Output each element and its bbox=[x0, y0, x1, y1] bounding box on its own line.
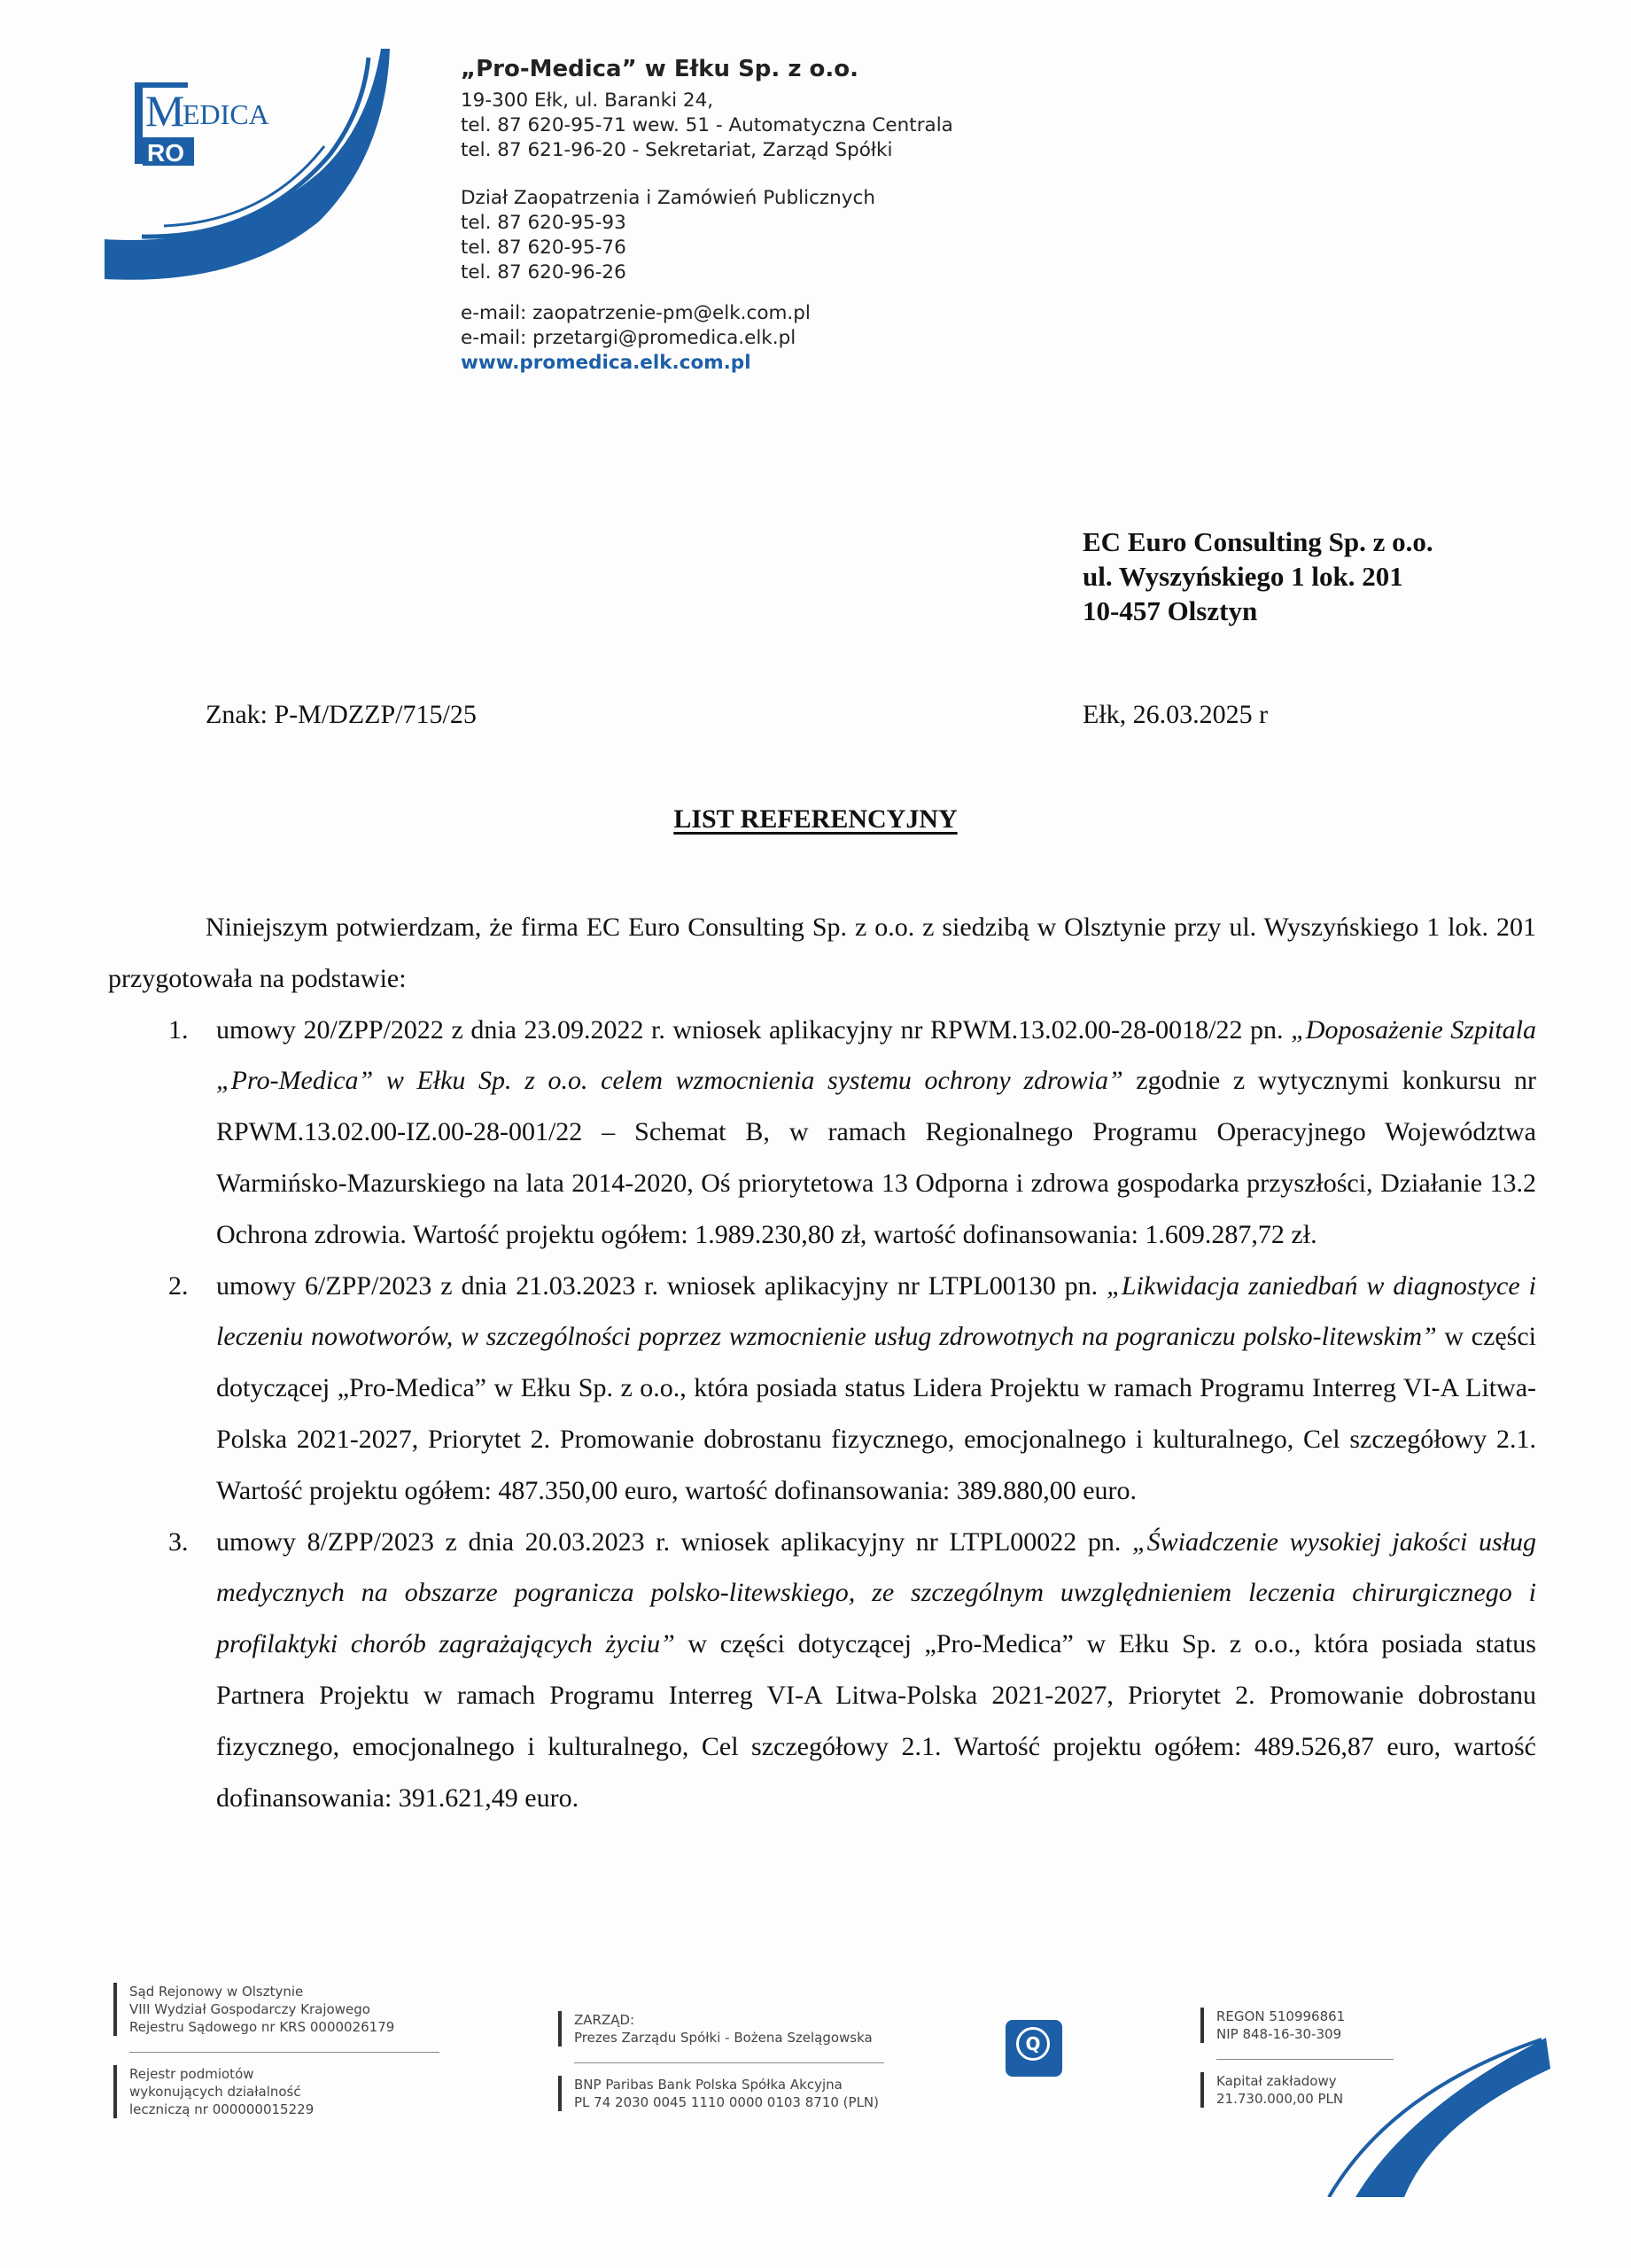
registry-line: leczniczą nr 000000015229 bbox=[129, 2101, 315, 2117]
item-details: zgodnie z wytycznymi konkursu nr RPWM.13.02.00-IZ.00-28-001/22 – Schemat B, w ramach Regionalnego Programu Operacyjnego Województwa Warmińsko-Mazurskiego na lata 2014-2020, Oś priorytetowa 13 Odporna i zdrowa gospodarka przyszłości, Działanie 13.2 Ochrona zdrowia. Wartość projektu ogółem: 1.989.230,80 zł, wartość dofinansowania: 1.609.287,72 zł. bbox=[216, 1066, 1536, 1249]
list-item bbox=[108, 1005, 1536, 1261]
project-title: „Doposażenie Szpitala „Pro-Medica” w Ełku Sp. z o.o. celem wzmocnienia systemu ochrony zdrowia” bbox=[216, 1014, 1536, 1096]
footer-divider bbox=[129, 2052, 439, 2053]
footer-registry-column bbox=[113, 1983, 439, 2134]
registry-line: wykonujących działalność bbox=[129, 2084, 301, 2100]
corner-swoosh-graphic bbox=[1320, 2038, 1550, 2197]
quality-certificate-letter: Q bbox=[1016, 2027, 1050, 2061]
pro-medica-logo bbox=[97, 49, 390, 288]
recipient-city: 10-457 Olsztyn bbox=[1083, 595, 1258, 626]
project-title: „Świadczenie wysokiej jakości usług medycznych na obszarze pogranicza polsko-litewskiego, ze szczególnym uwzględnieniem leczenia chirurgicznego i profilaktyki chorób zagrażających życiu” bbox=[216, 1526, 1536, 1659]
item-intro: umowy 6/ZPP/2023 z dnia 21.03.2023 r. wniosek aplikacyjny nr LTPL00130 pn. bbox=[216, 1270, 1107, 1301]
bank-name: BNP Paribas Bank Polska Spółka Akcyjna bbox=[574, 2077, 843, 2093]
department-phone: tel. 87 620-95-76 bbox=[461, 237, 626, 259]
project-title: „Likwidacja zaniedbań w diagnostyce i leczeniu nowotworów, w szczególności poprzez wzmocnienie usług zdrowotnych na pograniczu polsko-litewskim” bbox=[216, 1270, 1536, 1352]
registry-line: Rejestr podmiotów bbox=[129, 2066, 254, 2082]
footer-board-column bbox=[558, 2011, 884, 2127]
recipient-name: EC Euro Consulting Sp. z o.o. bbox=[1083, 526, 1433, 557]
item-intro: umowy 20/ZPP/2022 z dnia 23.09.2022 r. wniosek aplikacyjny nr RPWM.13.02.00-28-0018/22 pn. bbox=[216, 1014, 1292, 1045]
regon-number: REGON 510996861 bbox=[1216, 2008, 1346, 2024]
list-item-number: 2. bbox=[168, 1270, 189, 1301]
website-link[interactable]: www.promedica.elk.com.pl bbox=[461, 352, 751, 374]
bank-account: PL 74 2030 0045 1110 0000 0103 8710 (PLN) bbox=[574, 2094, 880, 2110]
court-line: VIII Wydział Gospodarczy Krajowego bbox=[129, 2001, 370, 2017]
court-line: Sąd Rejonowy w Olsztynie bbox=[129, 1984, 304, 2000]
department-name: Dział Zaopatrzenia i Zamówień Publicznych bbox=[461, 187, 875, 209]
item-intro: umowy 8/ZPP/2023 z dnia 20.03.2023 r. wniosek aplikacyjny nr LTPL00022 pn. bbox=[216, 1526, 1132, 1557]
letter-footer bbox=[0, 1976, 1631, 2268]
company-address: 19-300 Ełk, ul. Baranki 24, bbox=[461, 89, 714, 112]
list-item bbox=[108, 1261, 1536, 1517]
letter-body bbox=[108, 902, 1536, 1823]
recipient-address bbox=[1083, 524, 1433, 628]
email-tenders: e-mail: przetargi@promedica.elk.pl bbox=[461, 327, 796, 349]
department-phone: tel. 87 620-96-26 bbox=[461, 261, 626, 284]
project-list bbox=[108, 1005, 1536, 1824]
medical-registry bbox=[113, 2065, 439, 2118]
place-date: Ełk, 26.03.2025 r bbox=[1083, 700, 1269, 729]
list-item-number: 3. bbox=[168, 1526, 189, 1557]
email-procurement: e-mail: zaopatrzenie-pm@elk.com.pl bbox=[461, 302, 811, 324]
court-line: Rejestru Sądowego nr KRS 0000026179 bbox=[129, 2019, 395, 2035]
capital-value: 21.730.000,00 PLN bbox=[1216, 2091, 1344, 2107]
reference-number: Znak: P-M/DZZP/715/25 bbox=[206, 700, 477, 729]
capital-label: Kapitał zakładowy bbox=[1216, 2073, 1337, 2089]
nip-number: NIP 848-16-30-309 bbox=[1216, 2026, 1342, 2042]
item-details: w części dotyczącej „Pro-Medica” w Ełku Sp. z o.o., która posiada status Lidera Projektu w ramach Programu Interreg VI-A Litwa-Polska 2021-2027, Priorytet 2. Promowanie dobrostanu fizycznego, emocjonalnego i kulturalnego, Cel szczegółowy 2.1. Wartość projektu ogółem: 487.350,00 euro, wartość dofinansowania: 389.880,00 euro. bbox=[216, 1322, 1537, 1505]
bank-info bbox=[558, 2076, 884, 2111]
list-item bbox=[108, 1517, 1536, 1824]
board-value: Prezes Zarządu Spółki - Bożena Szelągowska bbox=[574, 2030, 873, 2046]
document-title bbox=[0, 804, 1631, 835]
item-details: w części dotyczącej „Pro-Medica” w Ełku Sp. z o.o., która posiada status Partnera Projektu w ramach Programu Interreg VI-A Litwa-Polska 2021-2027, Priorytet 2. Promowanie dobrostanu fizycznego, emocjonalnego i kulturalnego, Cel szczegółowy 2.1. Wartość projektu ogółem: 489.526,87 euro, wartość dofinansowania: 391.621,49 euro. bbox=[216, 1629, 1536, 1813]
quality-certificate-icon bbox=[1006, 2020, 1062, 2077]
recipient-street: ul. Wyszyńskiego 1 lok. 201 bbox=[1083, 561, 1403, 592]
board-info bbox=[558, 2011, 884, 2047]
logo-text-ro: RO bbox=[147, 139, 184, 167]
letterhead-contact bbox=[461, 55, 953, 376]
phone-central: tel. 87 620-95-71 wew. 51 - Automatyczna Centrala bbox=[461, 114, 953, 136]
list-item-number: 1. bbox=[168, 1014, 189, 1045]
document-title-text: LIST REFERENCYJNY bbox=[673, 804, 958, 834]
company-name: „Pro-Medica” w Ełku Sp. z o.o. bbox=[461, 56, 859, 82]
intro-paragraph: Niniejszym potwierdzam, że firma EC Euro Consulting Sp. z o.o. z siedzibą w Olsztynie przy ul. Wyszyńskiego 1 lok. 201 przygotowała na podstawie: bbox=[108, 913, 1536, 993]
board-label: ZARZĄD: bbox=[574, 2012, 635, 2028]
logo-letter-m: M bbox=[145, 86, 185, 136]
footer-divider bbox=[574, 2062, 884, 2063]
court-registration bbox=[113, 1983, 439, 2036]
department-phone: tel. 87 620-95-93 bbox=[461, 212, 626, 234]
logo-text-edica: EDICA bbox=[183, 98, 269, 130]
phone-secretariat: tel. 87 621-96-20 - Sekretariat, Zarząd Spółki bbox=[461, 139, 893, 161]
